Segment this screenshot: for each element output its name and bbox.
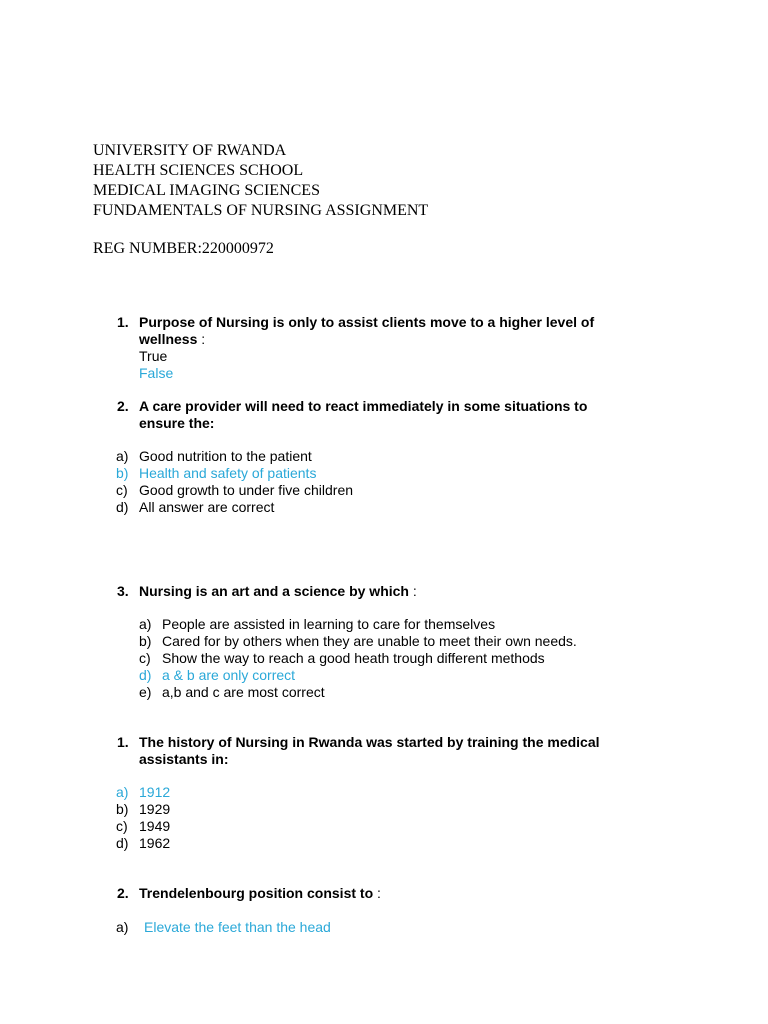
option-text: Cared for by others when they are unable to meet their own needs. xyxy=(162,633,577,649)
question-text-line1: A care provider will need to react immediately in some situations to xyxy=(139,398,588,414)
option-label: c) xyxy=(139,650,151,666)
option-text: All answer are correct xyxy=(139,499,275,515)
question-suffix: : xyxy=(408,583,417,599)
question-number: 1. xyxy=(117,734,129,750)
school-name: HEALTH SCIENCES SCHOOL xyxy=(93,162,304,179)
question-text-line1: The history of Nursing in Rwanda was started by training the medical xyxy=(139,734,600,750)
question-number: 2. xyxy=(117,885,129,901)
question-number: 3. xyxy=(117,583,129,599)
reg-number: REG NUMBER:220000972 xyxy=(93,240,274,257)
option-label: d) xyxy=(116,499,129,515)
option-text: 1949 xyxy=(139,818,171,834)
option-text-answer: 1912 xyxy=(139,784,171,800)
university-name: UNIVERSITY OF RWANDA xyxy=(93,142,287,159)
option-text: 1929 xyxy=(139,801,171,817)
question-text-line1 xyxy=(139,583,417,600)
option-text: 1962 xyxy=(139,835,171,851)
option-text: a,b and c are most correct xyxy=(162,684,325,700)
option-text: Show the way to reach a good heath trough different methods xyxy=(162,650,545,666)
question-number: 1. xyxy=(117,314,129,330)
question-suffix: : xyxy=(197,331,206,347)
option-label: d) xyxy=(139,667,152,683)
option-label: b) xyxy=(116,801,129,817)
question-text-bold: Trendelenbourg position consist to xyxy=(139,885,374,901)
question-number: 2. xyxy=(117,398,129,414)
option-label: a) xyxy=(139,616,152,632)
option-text-answer: a & b are only correct xyxy=(162,667,296,683)
option-label: c) xyxy=(116,482,128,498)
option-label: e) xyxy=(139,684,152,700)
department-name: MEDICAL IMAGING SCIENCES xyxy=(93,182,320,199)
question-text-line1: Purpose of Nursing is only to assist clients move to a higher level of xyxy=(139,314,595,330)
question-text-line2: assistants in: xyxy=(139,751,229,767)
question-text-line2 xyxy=(139,331,205,348)
option-label: a) xyxy=(116,784,129,800)
question-suffix: : xyxy=(373,885,381,901)
option-text: Good growth to under five children xyxy=(139,482,354,498)
option-text-answer: Elevate the feet than the head xyxy=(144,919,331,935)
option-label: b) xyxy=(139,633,152,649)
option-text-answer: Health and safety of patients xyxy=(139,465,317,481)
question-text-bold: Nursing is an art and a science by which xyxy=(139,583,409,599)
option-true: True xyxy=(139,348,168,364)
option-label: a) xyxy=(116,448,129,464)
assignment-title: FUNDAMENTALS OF NURSING ASSIGNMENT xyxy=(93,202,429,219)
option-text: People are assisted in learning to care for themselves xyxy=(162,616,496,632)
option-label: c) xyxy=(116,818,128,834)
option-label: a) xyxy=(116,919,129,935)
option-label: b) xyxy=(116,465,129,481)
question-text-line1 xyxy=(139,885,381,902)
option-false-answer: False xyxy=(139,365,174,381)
option-text: Good nutrition to the patient xyxy=(139,448,312,464)
option-label: d) xyxy=(116,835,129,851)
question-text-line2: ensure the: xyxy=(139,415,215,431)
question-text-bold: wellness xyxy=(139,331,198,347)
